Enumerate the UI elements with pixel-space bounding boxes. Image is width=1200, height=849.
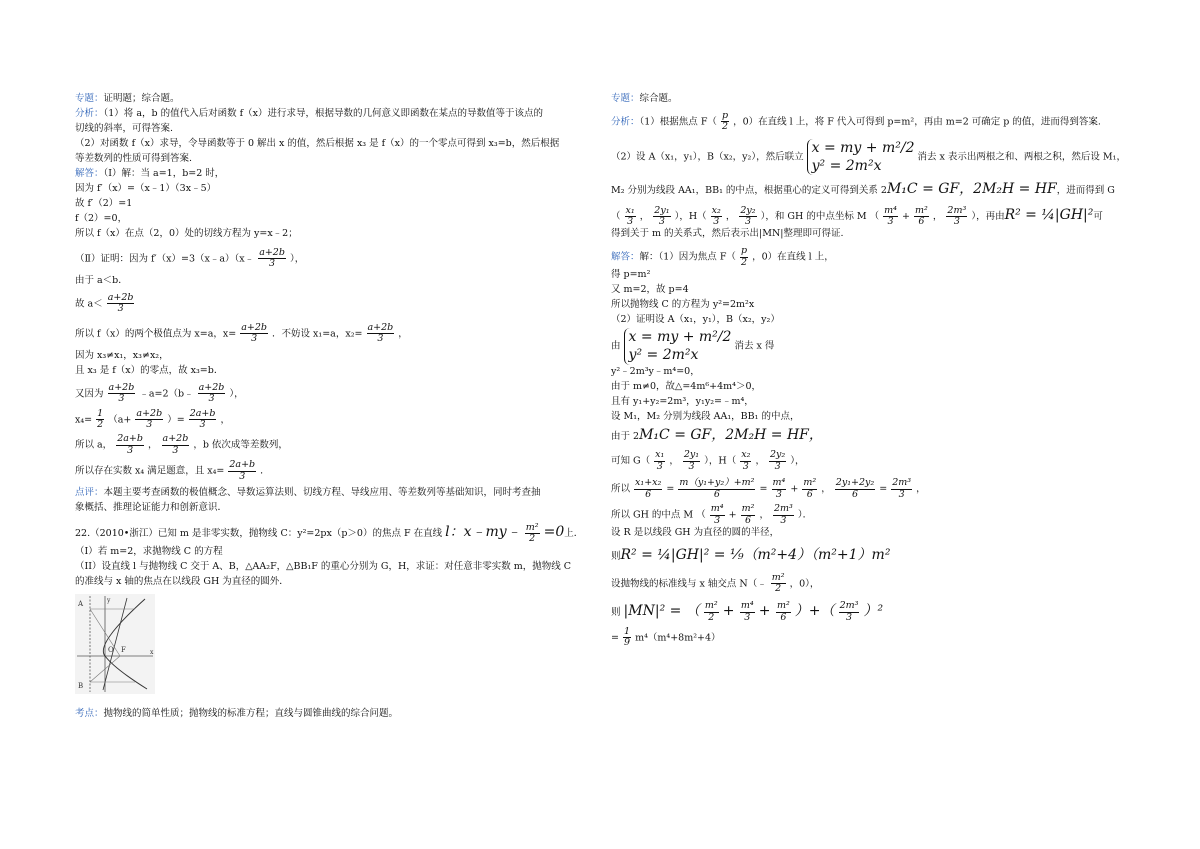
numerator: 1 xyxy=(624,625,631,637)
fraction xyxy=(678,478,755,500)
text: 22.（2010•浙江）已知 m 是非零实数，抛物线 C：y²=2px（p＞0）的焦点 F 在直线 xyxy=(75,528,443,540)
answer-line xyxy=(611,478,1151,500)
numerator: 2a+b xyxy=(117,433,143,445)
svg-text:B: B xyxy=(78,681,84,690)
fraction xyxy=(771,573,786,595)
answer-line xyxy=(75,409,590,431)
question-22-stem xyxy=(75,522,590,544)
line-equation: l：x﹣my﹣ xyxy=(445,524,521,541)
numerator: a+2b xyxy=(259,247,285,258)
fraction xyxy=(776,601,791,623)
text: （Ⅱ）证明：因为 f′（x）=3（x﹣a）（x﹣ xyxy=(75,253,255,265)
text: ， xyxy=(725,210,736,222)
fraction xyxy=(625,206,636,228)
numerator: 2y₂ xyxy=(740,204,756,216)
text: 可 xyxy=(1093,210,1103,222)
text: ， xyxy=(916,483,926,495)
analysis-line: 得到关于 m 的关系式，然后表示出|MN|整理即可得证. xyxy=(611,228,844,240)
text: （ xyxy=(696,509,706,521)
denominator: 3 xyxy=(714,514,721,526)
text: + xyxy=(790,483,799,495)
fraction xyxy=(802,478,817,500)
topic-text: 证明题；综合题。 xyxy=(103,93,180,104)
line-equation: =0 xyxy=(543,524,565,541)
fraction xyxy=(891,478,912,500)
analysis-text: 等差数列的性质可得到答案. xyxy=(75,153,193,164)
text: ）， xyxy=(229,388,244,400)
denominator: 6 xyxy=(713,488,720,500)
answer-line: 得 p=m² xyxy=(611,269,651,281)
knowledge-point-label: 考点： xyxy=(75,708,104,720)
text: ，0）在直线 l 上， xyxy=(752,251,834,263)
fraction xyxy=(240,323,268,345)
answer-line xyxy=(75,293,590,315)
numerator: a+2b xyxy=(136,407,163,419)
fraction xyxy=(258,248,286,270)
denominator: 3 xyxy=(845,611,853,623)
text: ， xyxy=(755,455,765,467)
numerator: m² xyxy=(776,600,790,612)
text: 所以 GH 的中点 M xyxy=(611,509,694,521)
fraction xyxy=(721,111,729,133)
numerator: m² xyxy=(741,503,755,515)
answer-line xyxy=(75,248,590,270)
equation: y² = 2m²x xyxy=(628,347,699,364)
text: ）= xyxy=(167,413,185,425)
denominator: 3 xyxy=(887,215,894,227)
denominator: 3 xyxy=(713,215,720,227)
question-part-2: 的准线与 x 轴的焦点在以线段 GH 为直径的圆外． xyxy=(75,575,289,587)
numerator: x₁ xyxy=(655,449,665,461)
svg-text:F: F xyxy=(121,645,126,654)
denominator: 3 xyxy=(688,460,695,472)
denominator: 6 xyxy=(806,488,813,500)
denominator: 3 xyxy=(744,215,752,227)
fraction xyxy=(107,293,135,315)
text: ），H（ xyxy=(674,210,707,222)
analysis-label: 分析： xyxy=(75,108,104,119)
numerator: a+2b xyxy=(367,321,394,333)
denominator: 6 xyxy=(744,514,752,526)
fraction xyxy=(704,601,719,623)
question-part-2: （II）设直线 l 与抛物线 C 交于 A、B，△AA₂F，△BB₁F 的重心分别为 G，H，求证：对任意非零实数 m，抛物线 C xyxy=(75,560,572,572)
text: = xyxy=(759,483,768,495)
denominator: 9 xyxy=(624,637,631,649)
text: 又因为 xyxy=(75,388,104,400)
svg-text:A: A xyxy=(78,599,84,608)
answer-line: 由于 a＜b． xyxy=(75,274,128,286)
numerator: 1 xyxy=(97,407,104,419)
parabola-figure xyxy=(75,594,590,700)
denominator: 3 xyxy=(774,460,781,472)
text: = xyxy=(666,483,675,495)
svg-text:x: x xyxy=(150,648,154,656)
answer-line: 设 R 是以线段 GH 为直径的圆的半径， xyxy=(611,526,780,538)
answer-line xyxy=(611,573,1151,595)
vector-relation: M₁C = GF，2M₂H = HF， xyxy=(639,426,823,443)
text: ）． xyxy=(797,509,813,521)
answer-line xyxy=(611,627,1151,649)
text: + xyxy=(728,509,740,521)
knowledge-point-text: 抛物线的简单性质；抛物线的标准方程；直线与圆锥曲线的综合问题。 xyxy=(103,708,399,720)
right-column xyxy=(611,92,1151,649)
formula: |MN|² = （ xyxy=(623,602,700,619)
text: 所以 f（x）的两个极值点为 x=a，x= xyxy=(75,328,237,340)
text: M₂ 分别为线段 AA₁，BB₁ 的中点，根据重心的定义可得到关系 2 xyxy=(611,185,887,197)
numerator: m² xyxy=(525,521,539,533)
numerator: x₁ xyxy=(625,204,635,216)
text: ， xyxy=(148,439,158,451)
numerator: m² xyxy=(915,204,928,216)
fraction xyxy=(108,383,136,405)
text: ， xyxy=(932,210,943,222)
text: = xyxy=(879,483,888,495)
vector-relation: M₁C = GF，2M₂H = HF xyxy=(886,181,1057,198)
numerator: x₂ xyxy=(741,449,751,461)
fraction xyxy=(189,409,217,431)
denominator: 2 xyxy=(708,611,715,623)
svg-text:O: O xyxy=(108,645,114,654)
text: 由于 2 xyxy=(611,430,640,442)
numerator: m² xyxy=(704,600,718,612)
numerator: a+2b xyxy=(108,381,135,393)
answer-text: （Ⅰ）解：当 a=1，b=2 时， xyxy=(103,168,225,179)
numerator: m⁴ xyxy=(710,503,724,515)
numerator: 2m³ xyxy=(947,204,967,216)
numerator: p xyxy=(740,245,748,257)
analysis-label: 分析： xyxy=(611,116,640,128)
denominator: 3 xyxy=(239,470,246,482)
answer-line: y²﹣2m³y﹣m⁴=0， xyxy=(611,365,700,377)
comment-label: 点评： xyxy=(75,487,104,499)
equation: x = my + m²/2 xyxy=(811,139,915,156)
text: 则 xyxy=(611,606,621,618)
denominator: 2 xyxy=(775,583,782,595)
fraction xyxy=(710,504,725,526)
text: 所以存在实数 x₄ 满足题意，且 x₄= xyxy=(75,465,225,477)
denominator: 2 xyxy=(740,256,748,268)
answer-line: 因为 f′（x）=（x﹣1）（3x﹣5） xyxy=(75,183,217,194)
answer-line xyxy=(611,601,1151,623)
fraction xyxy=(739,206,756,228)
text: ． xyxy=(260,465,270,477)
text: 消去 x 表示出两根之和、两根之积，然后设 M₁， xyxy=(917,151,1126,163)
formula: ）² xyxy=(863,602,884,619)
analysis-text: （2）对函数 f（x）求导，令导函数等于 0 解出 x 的值，然后根据 x₃ 是 f（x）的一个零点可得到 x₃=b，然后根据 xyxy=(75,138,560,149)
numerator: 2m³ xyxy=(892,477,912,489)
answer-line: 故 f′（2）=1 xyxy=(75,198,133,209)
equation-system xyxy=(807,139,915,175)
numerator: p xyxy=(721,110,729,121)
fraction xyxy=(773,504,794,526)
numerator: a+2b xyxy=(162,433,189,445)
numerator: m⁴ xyxy=(740,600,754,612)
denominator: 2 xyxy=(529,533,536,545)
fraction xyxy=(623,627,631,649)
denominator: 3 xyxy=(251,333,258,345)
denominator: 3 xyxy=(775,488,782,500)
text: ，进而得到 G xyxy=(1056,185,1115,197)
analysis-text: 切线的斜率，可得答案. xyxy=(75,123,174,134)
formula: R² = ¼|GH|² xyxy=(1004,206,1094,223)
text: ， xyxy=(821,483,831,495)
numerator: m² xyxy=(803,477,817,489)
answer-line xyxy=(611,425,1151,447)
text: （ xyxy=(611,210,621,222)
analysis-line xyxy=(611,111,1151,133)
numerator: 2m³ xyxy=(774,503,793,515)
numerator: m⁴ xyxy=(772,477,786,489)
text: 解：（1）因为焦点 F（ xyxy=(639,251,736,263)
denominator: 3 xyxy=(117,303,124,315)
denominator: 3 xyxy=(127,444,134,456)
fraction xyxy=(135,409,163,431)
fraction xyxy=(946,206,967,228)
answer-line xyxy=(75,383,590,405)
fraction xyxy=(740,601,755,623)
topic-label: 专题： xyxy=(75,93,104,104)
fraction xyxy=(740,450,751,472)
fraction xyxy=(772,478,787,500)
answer-line: 因为 x₃≠x₁，x₃≠x₂， xyxy=(75,349,169,361)
question-part-1: （I）若 m=2，求抛物线 C 的方程 xyxy=(75,545,223,557)
denominator: 6 xyxy=(851,488,858,500)
text: 由 xyxy=(611,340,621,352)
denominator: 3 xyxy=(744,611,751,623)
analysis-line xyxy=(611,205,1151,227)
left-column xyxy=(75,92,590,722)
numerator: a+2b xyxy=(198,381,225,393)
answer-line: （2）证明设 A（x₁，y₁），B（x₂，y₂） xyxy=(611,314,780,326)
fraction xyxy=(740,246,748,268)
denominator: 3 xyxy=(208,393,215,405)
text: 可知 G（ xyxy=(611,455,651,467)
numerator: x₂ xyxy=(711,204,721,216)
fraction xyxy=(769,450,786,472)
numerator: m² xyxy=(771,571,785,583)
svg-text:y: y xyxy=(107,596,111,604)
answer-line xyxy=(611,450,1151,472)
denominator: 2 xyxy=(721,121,729,133)
answer-line: 且 x₃ 是 f（x）的零点，故 x₃=b． xyxy=(75,364,224,376)
text: （a+ xyxy=(108,413,132,425)
text: ， xyxy=(220,413,230,425)
answer-line: 且有 y₁+y₂=2m³，y₁y₂=﹣m⁴， xyxy=(611,395,754,407)
fraction xyxy=(228,460,256,482)
denominator: 3 xyxy=(172,444,179,456)
comment-text: 本题主要考查函数的极值概念、导数运算法则、切线方程、导线应用、等差数列等基础知识，同时考查抽 xyxy=(103,487,541,499)
text: m⁴（m⁴+8m²+4） xyxy=(635,632,721,644)
analysis-text: （1）将 a，b 的值代入后对函数 f（x）进行求导，根据导数的几何意义即函数在某点的导数值等于该点的 xyxy=(103,108,543,119)
numerator: 2a+b xyxy=(189,407,216,419)
text: （2）设 A（x₁，y₁），B（x₂，y₂），然后联立 xyxy=(611,151,804,163)
fraction xyxy=(116,434,144,456)
text: 消去 x 得 xyxy=(734,340,775,352)
equation-system xyxy=(624,328,732,364)
denominator: 3 xyxy=(377,333,384,345)
denominator: 3 xyxy=(898,488,905,500)
analysis-line xyxy=(611,179,1151,201)
numerator: m（y₁+y₂）+m² xyxy=(679,477,755,489)
formula: R² = ¼|GH|² = ⅑（m²+4）（m²+1）m² xyxy=(620,546,891,563)
numerator: 2y₁+2y₂ xyxy=(835,477,875,489)
text: ）， xyxy=(790,455,805,467)
fraction xyxy=(634,478,662,500)
text: ，0）， xyxy=(789,578,820,590)
text: ，0）在直线 l 上，将 F 代入可得到 p=m²，再由 m=2 可确定 p 的值，进而得到答案. xyxy=(733,116,1101,128)
fraction xyxy=(683,450,700,472)
denominator: 3 xyxy=(780,514,787,526)
numerator: 2y₁ xyxy=(654,204,670,216)
topic-text: 综合题。 xyxy=(639,93,678,104)
numerator: m⁴ xyxy=(884,204,897,216)
text: ﹣a=2（b﹣ xyxy=(139,388,194,400)
text: + xyxy=(902,210,913,222)
text: ， xyxy=(398,328,408,340)
numerator: a+2b xyxy=(107,291,134,303)
denominator: 6 xyxy=(780,611,787,623)
denominator: 3 xyxy=(656,460,663,472)
text: （ xyxy=(869,210,880,222)
denominator: 3 xyxy=(269,258,276,270)
analysis-line xyxy=(611,139,1151,175)
formula: + xyxy=(758,602,775,619)
fraction xyxy=(711,206,722,228)
answer-line xyxy=(75,460,590,482)
text: x₄= xyxy=(75,413,93,425)
text: ），和 GH 的中点坐标 M xyxy=(760,210,867,222)
text: 故 a＜ xyxy=(75,298,103,310)
numerator: 2y₁ xyxy=(683,449,700,461)
text: ），H（ xyxy=(704,455,737,467)
fraction xyxy=(525,523,540,545)
text: ，b 依次成等差数列， xyxy=(193,439,288,451)
denominator: 3 xyxy=(658,215,665,227)
denominator: 3 xyxy=(199,418,206,430)
answer-line xyxy=(611,545,1151,567)
denominator: 3 xyxy=(118,393,125,405)
answer-line xyxy=(75,434,590,456)
fraction xyxy=(198,383,226,405)
equation: y² = 2m²x xyxy=(811,158,882,175)
text: = xyxy=(611,632,619,644)
text: 所以 a， xyxy=(75,439,113,451)
denominator: 3 xyxy=(742,460,749,472)
answer-line: 所以 f（x）在点（2，0）处的切线方程为 y=x﹣2； xyxy=(75,228,298,239)
numerator: a+2b xyxy=(241,321,267,333)
answer-line: 又 m=2，故 p=4 xyxy=(611,284,689,296)
text: ．不妨设 x₁=a，x₂= xyxy=(272,328,363,340)
answer-line xyxy=(611,328,1151,364)
fraction xyxy=(367,323,395,345)
formula: ）+（ xyxy=(794,602,835,619)
comment-text: 象概括、推理论证能力和创新意识． xyxy=(75,502,228,514)
answer-label: 解答： xyxy=(75,168,104,179)
equation: x = my + m²/2 xyxy=(628,329,732,346)
denominator: 2 xyxy=(97,418,104,430)
fraction xyxy=(835,478,875,500)
fraction xyxy=(96,409,104,431)
text: 上． xyxy=(564,528,584,540)
text: ， xyxy=(669,455,679,467)
text: （1）根据焦点 F（ xyxy=(639,116,717,128)
numerator: 2m³ xyxy=(839,600,859,612)
numerator: x₁+x₂ xyxy=(635,477,662,489)
text: ）， xyxy=(289,253,305,265)
denominator: 6 xyxy=(918,215,925,227)
fraction xyxy=(914,206,929,228)
answer-line xyxy=(611,504,1151,526)
fraction xyxy=(839,601,860,623)
denominator: 3 xyxy=(627,215,634,227)
fraction xyxy=(654,450,665,472)
answer-line xyxy=(611,246,1151,268)
text: 所以 xyxy=(611,483,631,495)
text: ），再由 xyxy=(971,210,1005,222)
formula: + xyxy=(722,602,739,619)
numerator: 2y₂ xyxy=(769,449,786,461)
text: ， xyxy=(759,509,769,521)
topic-label: 专题： xyxy=(611,93,640,104)
fraction xyxy=(883,206,898,228)
denominator: 3 xyxy=(953,215,960,227)
text: ， xyxy=(639,210,650,222)
answer-line xyxy=(75,323,590,345)
denominator: 6 xyxy=(645,488,652,500)
denominator: 3 xyxy=(146,418,153,430)
fraction xyxy=(653,206,670,228)
text: 设抛物线的标准线与 x 轴交点 N（﹣ xyxy=(611,578,767,590)
answer-line: 由于 m≠0，故△=4m⁶+4m⁴＞0， xyxy=(611,380,762,392)
answer-line: 所以抛物线 C 的方程为 y²=2m²x xyxy=(611,299,755,311)
answer-line: 设 M₁，M₂ 分别为线段 AA₁，BB₁ 的中点， xyxy=(611,410,800,422)
text: 则 xyxy=(611,550,621,562)
numerator: 2a+b xyxy=(229,459,256,471)
answer-label: 解答： xyxy=(611,251,640,263)
fraction xyxy=(741,504,756,526)
answer-line: f（2）=0， xyxy=(75,213,128,224)
fraction xyxy=(162,434,190,456)
parabola-diagram xyxy=(75,594,155,694)
